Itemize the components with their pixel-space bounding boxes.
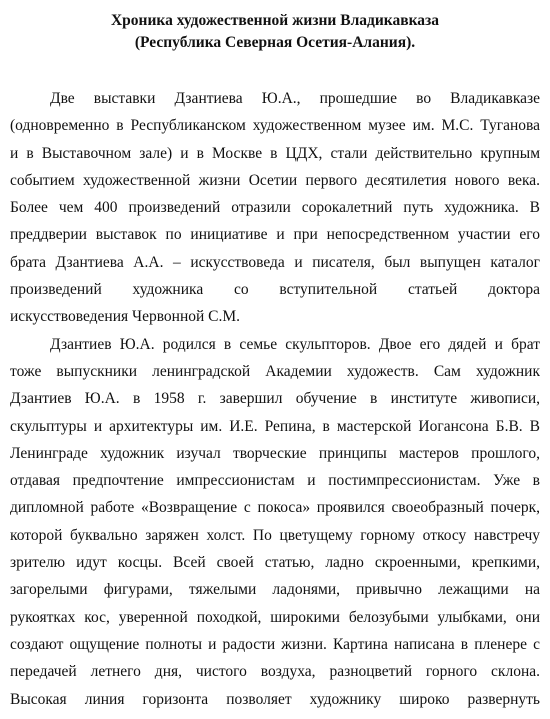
paragraph-line: Ленинграде художник изучал творческие принципы мастеров прошлого, <box>10 444 540 462</box>
paragraph-line: рукоятках кос, уверенной походкой, широкими белозубыми улыбками, они <box>10 608 540 626</box>
paragraph-line: Дзантиев Ю.А. в 1958 г. завершил обучение в институте живописи, <box>10 390 540 408</box>
paragraph-line: произведений художника со вступительной статьей доктора <box>10 281 540 299</box>
paragraph-line: преддверии выставок по инициативе и при непосредственном участии его <box>10 226 540 244</box>
paragraph-line: (одновременно в Республиканском художественном музее им. М.С. Туганова <box>10 117 540 135</box>
body-text <box>10 85 540 713</box>
paragraph-line: искусствоведения Червонной С.М. <box>10 308 241 326</box>
paragraph-line: и в Выставочном зале) и в Москве в ЦДХ, стали действительно крупным <box>10 144 540 162</box>
paragraph-line: отдавая предпочтение импрессионистам и постимпрессионистам. Уже в <box>10 472 540 490</box>
paragraph-line: скульптуры и архитектуры им. И.Е. Репина, в мастерской Иогансона Б.В. В <box>10 417 540 435</box>
paragraph-line: дипломной работе «Возвращение с покоса» проявился своеобразный почерк, <box>10 499 540 517</box>
title-block <box>10 10 540 54</box>
paragraph-line: Высокая линия горизонта позволяет художнику широко развернуть <box>10 690 540 708</box>
paragraph-line: тоже выпускники ленинградской Академии художеств. Сам художник <box>10 362 540 380</box>
paragraph-line: загорелыми фигурами, тяжелыми ладонями, привычно лежащими на <box>10 581 540 599</box>
paragraph-line: Две выставки Дзантиева Ю.А., прошедшие во Владикавказе <box>50 90 540 107</box>
paragraph-line: которой буквально заряжен холст. По цветущему горному откосу навстречу <box>10 526 540 544</box>
paragraph-line: Более чем 400 произведений отразили сорокалетний путь художника. В <box>10 199 540 217</box>
paragraph-line: зрителю идут косцы. Всей своей статью, ладно скроенными, крепкими, <box>10 554 540 572</box>
document-subtitle: (Республика Северная Осетия-Алания). <box>134 34 416 51</box>
paragraph-line: Дзантиев Ю.А. родился в семье скульпторов. Двое его дядей и брат <box>50 335 540 353</box>
paragraph-line: брата Дзантиева А.А. – искусствоведа и писателя, был выпущен каталог <box>10 253 540 271</box>
document-title: Хроника художественной жизни Владикавказа <box>110 12 440 29</box>
paragraph-line: создают ощущение полноты и радости жизни. Картина написана в пленере с <box>10 635 540 653</box>
paragraph-line: событием художественной жизни Осетии первого десятилетия нового века. <box>10 171 540 189</box>
paragraph-line: передачей летнего дня, чистого воздуха, разноцветий горного склона. <box>10 663 540 681</box>
